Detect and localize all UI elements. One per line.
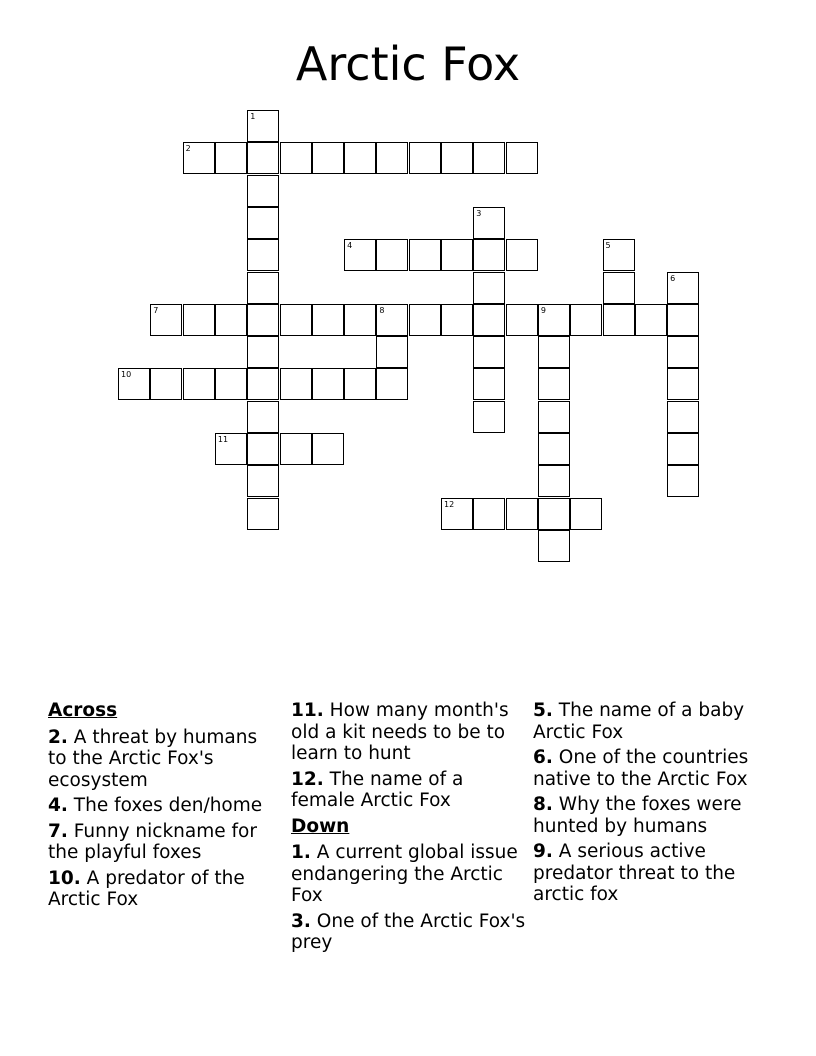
grid-cell[interactable]	[538, 368, 570, 400]
cell-number: 6	[670, 273, 676, 283]
grid-cell[interactable]	[538, 498, 570, 530]
clue-across-7: 7. Funny nickname for the playful foxes	[48, 820, 257, 863]
grid-cell[interactable]	[312, 304, 344, 336]
clues-column-3	[533, 700, 773, 910]
grid-cell[interactable]	[506, 304, 538, 336]
grid-cell[interactable]	[344, 142, 376, 174]
grid-cell[interactable]	[570, 498, 602, 530]
grid-cell[interactable]	[635, 304, 667, 336]
grid-cell[interactable]	[603, 239, 635, 271]
grid-cell[interactable]	[150, 368, 182, 400]
grid-cell[interactable]	[667, 336, 699, 368]
grid-cell[interactable]	[667, 272, 699, 304]
grid-cell[interactable]	[280, 368, 312, 400]
grid-cell[interactable]	[506, 142, 538, 174]
grid-cell[interactable]	[538, 530, 570, 562]
grid-cell[interactable]	[538, 304, 570, 336]
clue-down-1: 1. A current global issue endangering the Arctic Fox	[291, 842, 518, 906]
grid-cell[interactable]	[441, 142, 473, 174]
grid-cell[interactable]	[473, 239, 505, 271]
clue-across-11: 11. How many month's old a kit needs to be to learn to hunt	[291, 700, 509, 764]
grid-cell[interactable]	[376, 368, 408, 400]
grid-cell[interactable]	[150, 304, 182, 336]
clue-down-8: 8. Why the foxes were hunted by humans	[533, 794, 742, 837]
grid-cell[interactable]	[247, 336, 279, 368]
grid-cell[interactable]	[247, 175, 279, 207]
grid-cell[interactable]	[473, 401, 505, 433]
grid-cell[interactable]	[183, 142, 215, 174]
grid-cell[interactable]	[247, 304, 279, 336]
grid-cell[interactable]	[215, 142, 247, 174]
grid-cell[interactable]	[667, 401, 699, 433]
grid-cell[interactable]	[344, 304, 376, 336]
grid-cell[interactable]	[247, 465, 279, 497]
grid-cell[interactable]	[247, 368, 279, 400]
grid-cell[interactable]	[280, 304, 312, 336]
cell-number: 8	[379, 305, 385, 315]
clue-down-6: 6. One of the countries native to the Arctic Fox	[533, 747, 749, 790]
clue-down-5: 5. The name of a baby Arctic Fox	[533, 700, 745, 743]
grid-cell[interactable]	[376, 239, 408, 271]
clue-across-12: 12. The name of a female Arctic Fox	[291, 768, 464, 811]
grid-cell[interactable]	[538, 465, 570, 497]
cell-number: 12	[444, 499, 455, 509]
cell-number: 3	[476, 208, 482, 218]
grid-cell[interactable]	[344, 368, 376, 400]
grid-cell[interactable]	[667, 368, 699, 400]
grid-cell[interactable]	[247, 110, 279, 142]
grid-cell[interactable]	[603, 304, 635, 336]
grid-cell[interactable]	[247, 239, 279, 271]
grid-cell[interactable]	[247, 272, 279, 304]
clue-down-9: 9. A serious active predator threat to the arctic fox	[533, 841, 736, 905]
grid-cell[interactable]	[409, 142, 441, 174]
grid-cell[interactable]	[280, 142, 312, 174]
grid-cell[interactable]	[473, 142, 505, 174]
grid-cell[interactable]	[247, 401, 279, 433]
grid-cell[interactable]	[538, 401, 570, 433]
grid-cell[interactable]	[118, 368, 150, 400]
cell-number: 5	[605, 241, 611, 251]
cell-number: 10	[121, 370, 132, 380]
grid-cell[interactable]	[247, 142, 279, 174]
cell-number: 4	[347, 241, 353, 251]
clues-column-1	[48, 700, 276, 915]
cell-number: 9	[540, 305, 546, 315]
grid-cell[interactable]	[376, 336, 408, 368]
across-heading: Across	[48, 700, 118, 721]
down-heading: Down	[291, 815, 350, 837]
grid-cell[interactable]	[473, 336, 505, 368]
grid-cell[interactable]	[344, 239, 376, 271]
grid-cell[interactable]	[247, 433, 279, 465]
grid-cell[interactable]	[506, 239, 538, 271]
grid-cell[interactable]	[409, 304, 441, 336]
grid-cell[interactable]	[570, 304, 602, 336]
grid-cell[interactable]	[247, 498, 279, 530]
grid-cell[interactable]	[667, 304, 699, 336]
grid-cell[interactable]	[376, 142, 408, 174]
clue-across-2: 2. A threat by humans to the Arctic Fox's ecosystem	[48, 726, 258, 791]
grid-cell[interactable]	[409, 239, 441, 271]
puzzle-title: Arctic Fox	[295, 37, 521, 91]
grid-cell[interactable]	[473, 304, 505, 336]
grid-cell[interactable]	[183, 304, 215, 336]
grid-cell[interactable]	[441, 304, 473, 336]
grid-cell[interactable]	[376, 304, 408, 336]
grid-cell[interactable]	[473, 368, 505, 400]
grid-cell[interactable]	[312, 142, 344, 174]
cell-number: 7	[153, 305, 159, 315]
clue-down-3: 3. One of the Arctic Fox's prey	[291, 910, 526, 953]
grid-cell[interactable]	[215, 304, 247, 336]
grid-cell[interactable]	[667, 433, 699, 465]
grid-cell[interactable]	[538, 336, 570, 368]
grid-cell[interactable]	[506, 498, 538, 530]
grid-cell[interactable]	[312, 368, 344, 400]
grid-cell[interactable]	[183, 368, 215, 400]
grid-cell[interactable]	[441, 498, 473, 530]
grid-cell[interactable]	[538, 433, 570, 465]
grid-cell[interactable]	[473, 272, 505, 304]
cell-number: 1	[250, 112, 256, 121]
grid-cell[interactable]	[441, 239, 473, 271]
grid-cell[interactable]	[667, 465, 699, 497]
grid-cell[interactable]	[215, 433, 247, 465]
clue-across-4: 4. The foxes den/home	[48, 795, 263, 816]
clues-column-2	[291, 700, 527, 958]
cell-number: 11	[217, 435, 229, 444]
grid-cell[interactable]	[473, 498, 505, 530]
cell-number: 2	[185, 144, 191, 154]
grid-cell[interactable]	[473, 207, 505, 239]
clue-across-10: 10. A predator of the Arctic Fox	[48, 867, 245, 910]
grid-cell[interactable]	[312, 433, 344, 465]
grid-cell[interactable]	[603, 272, 635, 304]
grid-cell[interactable]	[280, 433, 312, 465]
grid-cell[interactable]	[247, 207, 279, 239]
grid-cell[interactable]	[215, 368, 247, 400]
